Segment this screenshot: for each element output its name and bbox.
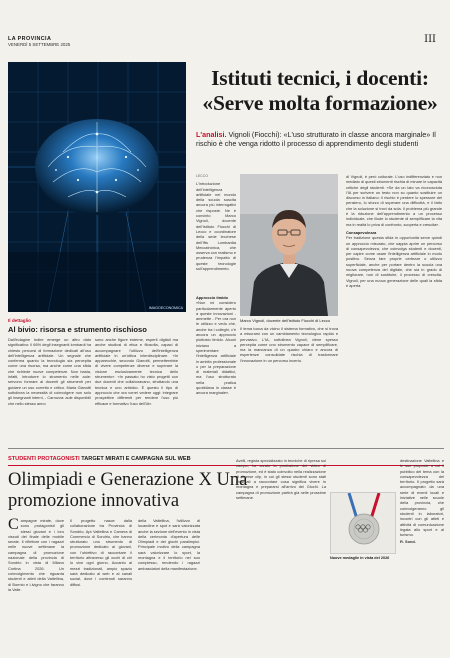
column-left-text-b: «Non mi considero particolarmente aperto a queste innovazioni - ammette - Per ora non le utilizzo e vedo che, anche tra i colleghi, c'è ancora un approccio piuttosto timido. Alcuni iniziano a sperimentare l'intelligenza artificiale in ambito professionale o per la preparazione di materiali didattici, ma l'uso strutturato nella pratica quotidiana in classe è ancora marginale». <box>196 300 237 396</box>
ai-brain-illustration <box>8 62 186 312</box>
article-deck <box>196 130 442 148</box>
sidebar-title: Al bivio: risorsa e strumento rischioso <box>8 325 147 334</box>
photo-credit: IMAGOECONOMICA <box>148 306 183 310</box>
strap-rule <box>8 465 444 466</box>
page-number: III <box>424 34 436 45</box>
column-left-text-a: L'introduzione dell'intelligenza artificiale nel mondo della scuola suscita ancora più interrogativi che risposte. Ne è convinto Marco Vignoli, docente dell'Istituto Fiocchi di Lecco e coordinatore della sede lecchese dell'Ifts Lombardia Meccatronica, che osserva con realismo e prudenza l'impatto di queste tecnologie sull'apprendimento. <box>196 181 237 272</box>
newspaper-page <box>8 0 444 658</box>
article2-column-2: Il progetto nasce dalla collaborazione tra Provincia di Sondrio, Apt Valtellina e Camera di Commercio di Sondrio, che hanno strutturato uno strumento di promozione dedicato ai giovani, con l'obiettivo di raccontare il territorio attraverso gli occhi di chi lo vive ogni giorno. Accanto ai mezzi tradizionali, ampio spazio sarà dedicato al web e ai canali social, dove i contenuti saranno diffusi. <box>70 518 132 587</box>
article2-column-3: della Valtellina, l'utilizzo di locandine e spot e sarà valorizzata anche la sezione dell'evento in vista della cerimonia d'apertura delle Olimpiadi e dei giochi paralimpici. Principale motivo della campagna sarà valorizzare lo sport, la montagna e il territorio nel suo complesso, rendendo i ragazzi ambasciatori della manifestazione. <box>138 518 200 571</box>
sidebar-column-1: Dall'indagine Indire emerge un altro dato significativo: il 66% degli insegnanti lombardi ha chiesto percorsi di formazione dedicati all'uso dell'intelligenza artificiale. Un segnale che conferma quanto la tecnologia sia percepita come una risorsa, ma anche come una sfida che richiede nuove competenze. Non basta, infatti, introdurre lo strumento nelle aule: servono formare ai docenti gli strumenti per guidare un uso corretto e critico. Maria Gianotti sottolinea la necessità di coinvolgere non solo gli insegnanti interni, - Carrozza: aule disponibili che nello stesso anno <box>8 337 91 406</box>
article-column-right <box>346 174 442 288</box>
sidebar-body <box>8 337 178 406</box>
teacher-portrait-graphic <box>240 174 338 316</box>
column-right-text-a: di Vignoli, è però culturale. L'uso indifferenziato e non mediato di questi strumenti rischia di minare le capacità critiche degli studenti. «Se da un lato va riconosciuta l'IA per scrivere un testo non so quanto sostituire un discorso in italiano: il rischio è perdere lo spessore del pensiero, lo sforzo di superare una difficoltà, e il fatto che la soluzione si trovi da sola. Il problema più grande è la riduzione dell'apprendimento a un processo individuale, che illude lo studente di semplificare la vita ma in realtà lo priva di confronto, scoperta e crescita». <box>346 174 442 227</box>
column-right-text-b: Per tradizione questa sfida in opportunità serve quindi un approccio misurato, che sappia aprire un percorso di consapevolezza, che coinvolga studenti e docenti, per capire come usare l'intelligenza artificiale in modo positivo. Senza fare proprie certezze o utilizzo superficiale, anche per portare dentro la scuola una nuova competenza del digitale, che sia in grado di migliorare, non di sostituire, il processo di crescita. Vignoli, per una nuova generazione delle quali la sfida è aperta. <box>346 235 442 288</box>
sidebar-box <box>8 318 178 406</box>
medal-caption: Nuove medaglie in vista del 2026 <box>330 556 390 560</box>
sidebar-kicker: Il dettaglio <box>8 318 31 323</box>
article2-signature: R. Sond. <box>400 539 416 545</box>
article-column-left-lower <box>196 292 236 396</box>
main-headline: Istituti tecnici, i docenti: «Serve molta formazione» <box>202 66 438 115</box>
article2-headline: Olimpiadi e Generazione X Una promozione innovativa <box>8 470 248 511</box>
article2-column-1 <box>8 518 64 592</box>
issue-date: VENERDÌ 5 SETTEMBRE 2025 <box>8 42 71 47</box>
strap-red-label: STUDENTI PROTAGONISTI <box>8 456 80 462</box>
strap-label: TARGET MIRATI E CAMPAGNA SUL WEB <box>81 456 191 462</box>
masthead <box>8 36 70 48</box>
brain-circuit-graphic <box>8 62 186 312</box>
article2-column-1-text: ampagne mirate, dove sono protagonisti gli stessi giovani e i loro vissuti del finale delle mobile serate. Il riflettore con i ragazzi nelle nuove settimane la campagna di promozione nazionale della provincia di Sondrio in vista di Milano Cortina 2026. Un coinvolgimento che riguarda studenti e atleti della Valtellina, di Bormio e Livigno che faranno la Valle. <box>8 518 64 592</box>
article-column-left <box>196 174 236 271</box>
drop-cap: C <box>8 516 19 533</box>
column-middle-text: Il tema tocca da vicino il sistema formativo, che si trova a misurarsi con un cambiamento tecnologico rapido e pervasivo. L'IA, sottolinea Vignoli, viene spesso percepita come uno strumento capace di semplificare, ma la mancanza di un quadro chiaro e ancora di esperienze consolidate rischia di trasformare l'innovazione in un percorso incerto. <box>240 326 338 363</box>
article2-column-5-text: destinazione Valtellina e le sue proposte a cui il pubblico del tema con la consapevolezza del territorio. Il progetto sarà accompagnato da una serie di eventi locali e iniziative nelle scuole della provincia, che coinvolgeranno gli studenti in laboratori, incontri con gli atleti e attività di comunicazione legata allo sport e al turismo. <box>400 458 444 538</box>
portrait-photo <box>240 174 338 316</box>
newspaper-name: LA PROVINCIA <box>8 36 52 42</box>
article-column-middle <box>240 326 338 363</box>
section-divider <box>8 448 444 449</box>
deck-lead: L'analisi. <box>196 130 227 139</box>
subhead-consapevolezza: Consapevolezza <box>346 229 377 235</box>
olympic-medals-graphic <box>331 493 396 554</box>
article2-column-5 <box>400 458 444 545</box>
sidebar-column-2: sono anche figure esterne, esperti digitali ma anche studiosi di etica e filosofia, capaci di accompagnare l'utilizzo dell'intelligenza artificiale in un'ottica interdisciplinare. «In apparecchie, secondo Gianotti, permetterebbe di vivere competenze diverse e superare la visione esclusivamente tecnica dello strumento». «In passato ho visto progetti con due docenti che collaboravano, sfruttando una tecnica e uno artistico. È questo il tipo di approccio che ora vorrei vedere oggi: integrare prospettive differenti per rendere l'uso più efficace e formativo l'uso dell'IA». <box>95 337 178 406</box>
article2-strap <box>8 456 191 462</box>
subhead-approccio: Approccio timido <box>196 295 228 300</box>
deck-text: Vignoli (Fiocchi): «L'uso strutturato in classe ancora marginale» Il rischio è che venga ridotto il processo di apprendimento degli studenti <box>196 130 436 148</box>
dateline: LECCO <box>196 174 209 178</box>
medal-photo <box>330 492 396 554</box>
article2-column-4: Avelli, regista specializzato in tecniche di ripresa sul campo, ha curato la produzione dei video di promozione, ed è stato coinvolto nella realizzazione di diverse clip, in cui gli stessi studenti sono stati chiamati a raccontare cosa significa vivere in montagna e prepararsi all'arrivo dei Giochi. La campagna di promozione partirà già nelle prossime settimane. <box>236 458 326 501</box>
portrait-caption: Marco Vignoli, docente dell'istituto Fiocchi di Lecco <box>240 318 331 323</box>
